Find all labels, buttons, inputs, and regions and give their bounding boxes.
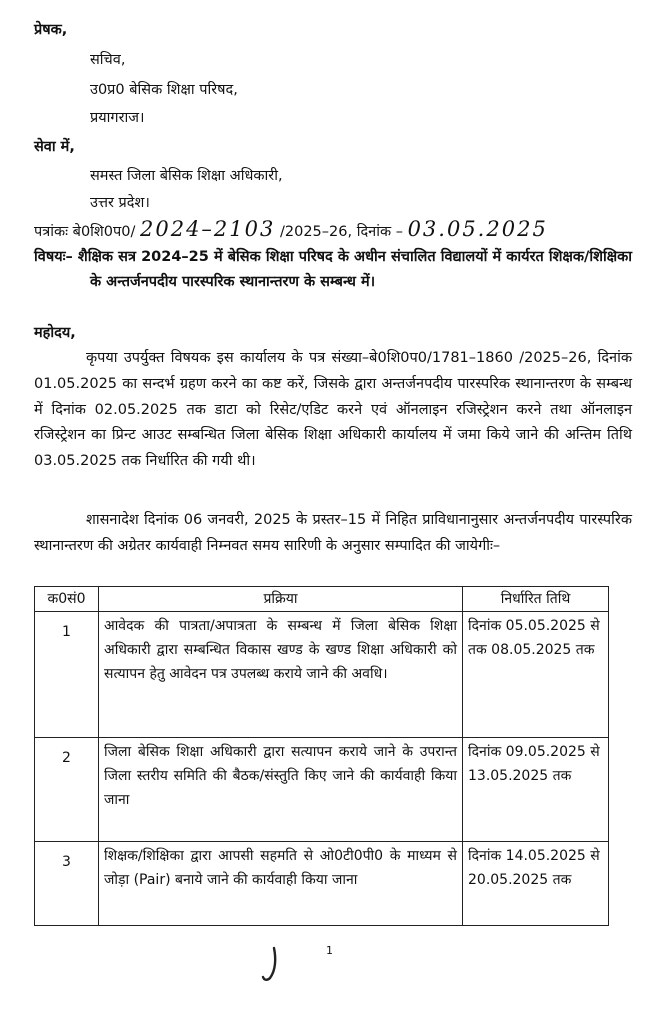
row-sno: 1 xyxy=(35,612,99,738)
sender-line-3: प्रयागराज। xyxy=(90,110,145,126)
reference-middle: /2025–26, दिनांक – xyxy=(279,224,403,240)
row-process: जिला बेसिक शिक्षा अधिकारी द्वारा सत्यापन कराये जाने के उपरान्त जिला स्तरीय समिति की बैठक/संस्तुति किए जाने की कार्यवाही किया जाना xyxy=(99,738,463,842)
sender-line-2: उ0प्र0 बेसिक शिक्षा परिषद, xyxy=(90,82,238,98)
page-number: 1 xyxy=(326,944,333,957)
recipient-line-1: समस्त जिला बेसिक शिक्षा अधिकारी, xyxy=(90,168,283,184)
header-date: निर्धारित तिथि xyxy=(463,587,609,612)
recipient-label: सेवा में, xyxy=(34,139,75,155)
sender-label: प्रेषक, xyxy=(34,22,68,38)
reference-line xyxy=(34,219,548,242)
row-sno: 3 xyxy=(35,842,99,926)
handwritten-mark-icon xyxy=(258,944,282,984)
salutation: महोदय, xyxy=(34,325,76,341)
paragraph-2: शासनादेश दिनांक 06 जनवरी, 2025 के प्रस्तर–15 में निहित प्राविधानानुसार अन्तर्जनपदीय पारस्परिक स्थानान्तरण की अग्रेतर कार्यवाही निम्नवत समय सारिणी के अनुसार सम्पादित की जायेगीः– xyxy=(34,512,632,554)
table-row xyxy=(35,738,609,842)
recipient-line-2: उत्तर प्रदेश। xyxy=(90,195,150,211)
row-date: दिनांक 05.05.2025 से तक 08.05.2025 तक xyxy=(463,612,609,738)
reference-handwritten-date: 03.05.2025 xyxy=(407,217,548,241)
table-row xyxy=(35,612,609,738)
row-sno: 2 xyxy=(35,738,99,842)
schedule-table xyxy=(34,586,609,926)
row-process: आवेदक की पात्रता/अपात्रता के सम्बन्ध में जिला बेसिक शिक्षा अधिकारी द्वारा सम्बन्धित विकास खण्ड के खण्ड शिक्षा अधिकारी को सत्यापन हेतु आवेदन पत्र उपलब्ध कराये जाने की अवधि। xyxy=(99,612,463,738)
schedule-header-row xyxy=(35,587,609,612)
subject-text: विषयः– शैक्षिक सत्र 2024–25 में बेसिक शिक्षा परिषद के अधीन संचालित विद्यालयों में कार्यरत शिक्षक/शिक्षिका के अन्तर्जनपदीय पारस्परिक स्थानान्तरण के सम्बन्ध में। xyxy=(34,249,632,290)
row-process: शिक्षक/शिक्षिका द्वारा आपसी सहमति से ओ0टी0पी0 के माध्यम से जोड़ा (Pair) बनाये जाने की कार्यवाही किया जाना xyxy=(99,842,463,926)
header-sno: क0सं0 xyxy=(35,587,99,612)
subject xyxy=(34,245,632,295)
row-date: दिनांक 14.05.2025 से 20.05.2025 तक xyxy=(463,842,609,926)
row-date: दिनांक 09.05.2025 से 13.05.2025 तक xyxy=(463,738,609,842)
table-row xyxy=(35,842,609,926)
reference-handwritten-number: 2024–2103 xyxy=(139,217,276,241)
paragraph-1: कृपया उपर्युक्त विषयक इस कार्यालय के पत्र संख्या–बे0शि0प0/1781–1860 /2025–26, दिनांक 01.05.2025 का सन्दर्भ ग्रहण करने का कष्ट करें, जिसके द्वारा अन्तर्जनपदीय पारस्परिक स्थानान्तरण के सम्बन्ध में दिनांक 02.05.2025 तक डाटा को रिसेट/एडिट करने एवं ऑनलाइन रजिस्ट्रेशन करने तथा ऑनलाइन रजिस्ट्रेशन का प्रिन्ट आउट सम्बन्धित जिला बेसिक शिक्षा अधिकारी कार्यालय में जमा किये जाने की अन्तिम तिथि 03.05.2025 तक निर्धारित की गयी थी। xyxy=(34,350,632,470)
sender-line-1: सचिव, xyxy=(90,52,126,68)
header-process: प्रक्रिया xyxy=(99,587,463,612)
reference-prefix: पत्रांकः बे0शि0प0/ xyxy=(34,224,136,240)
